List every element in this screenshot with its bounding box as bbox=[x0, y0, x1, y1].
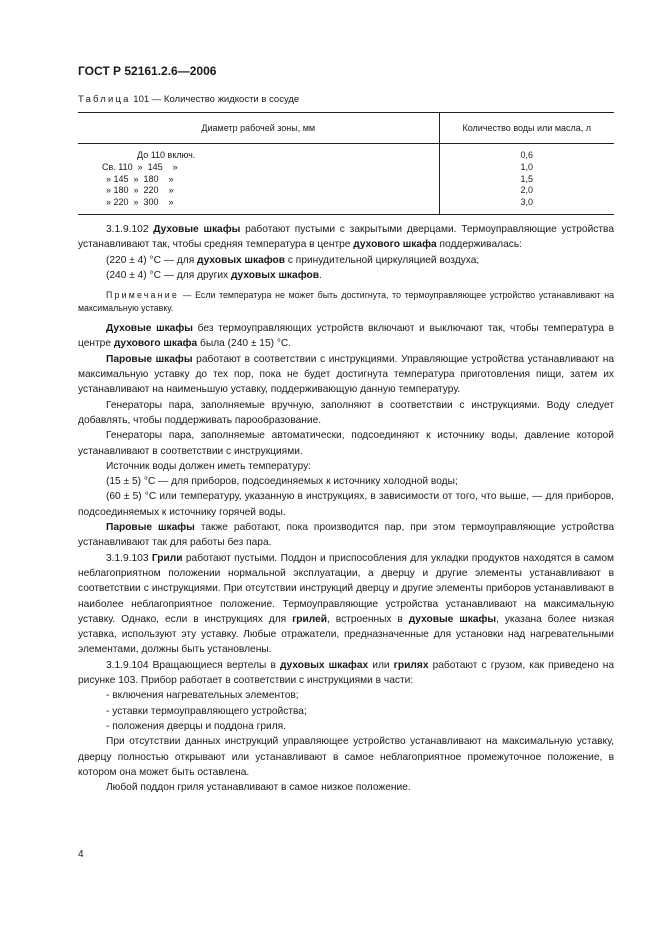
paragraph-auto-generators: Генераторы пара, заполняемые автоматически, подсоединяют к источнику воды, давление которой устанавливают в соответствии с инструкциями. bbox=[78, 430, 614, 457]
list-item: - положения дверцы и поддона гриля. bbox=[106, 720, 287, 732]
paragraph-3-1-9-104: 3.1.9.104 Вращающиеся вертелы в духовых шкафах или грилях работают с грузом, как приведено на рисунке 103. Прибор работает в соответствии с инструкциями в части: bbox=[78, 659, 614, 687]
quantity-value: 0,6 bbox=[520, 150, 534, 160]
table-caption-label: Таблица bbox=[78, 94, 131, 105]
paragraph-ovens-no-thermostat: Духовые шкафы без термоуправляющих устройств включают и выключают так, чтобы температура в центре духового шкафа была (240 ± 15) °С. bbox=[78, 323, 614, 350]
paragraph-steam-ovens: Паровые шкафы работают в соответствии с инструкциями. Управляющие устройства устанавливают на максимальную уставку до тех пор, пока не будет достигнута температура приготовления пищи, затем их устанавливают на наименьшую уставку, поддерживающую данную температуру. bbox=[78, 353, 614, 396]
quantity-cell bbox=[439, 144, 614, 215]
paragraph-3-1-9-103: 3.1.9.103 Грили работают пустыми. Поддон и приспособления для укладки продуктов находятся в самом неблагоприятном положении нормальной эксплуатации, а дверцу и другие элементы устанавливают в соответствии с инструкциями. При отсутствии инструкций дверцу и другие элементы приборов устанавливают в наиболее неблагоприятное положение. Термоуправляющие устройства устанавливают на максимальную уставку. Однако, если в инструкциях для грилей, встроенных в духовые шкафы, указана более низкая уставка, используют эту уставку. Любые отражатели, предназначенные для установки над нагревательными элементами, должны быть установлены. bbox=[78, 552, 614, 656]
paragraph-grill-pan: Любой поддон гриля устанавливают в самое низкое положение. bbox=[106, 782, 411, 794]
paragraph-hot-water: (60 ± 5) °С или температуру, указанную в инструкциях, в зависимости от того, что выше, — для приборов, подсоединяемых к источнику горячей воды. bbox=[78, 491, 614, 518]
paragraph-temp-other: (240 ± 4) °С — для других духовых шкафов. bbox=[106, 269, 322, 281]
column-header-quantity: Количество воды или масла, л bbox=[439, 113, 614, 144]
document-header: ГОСТ Р 52161.2.6—2006 bbox=[78, 64, 217, 78]
quantity-value: 3,0 bbox=[520, 197, 534, 208]
paragraph-no-instructions: При отсутствии данных инструкций управляющее устройство устанавливают на максимальную уставку, дверцу полностью открывают или устанавливают в самое неблагоприятное промежуточное положение, в котором она может быть оставлена. bbox=[78, 736, 614, 778]
paragraph-temp-forced: (220 ± 4) °С — для духовых шкафов с принудительной циркуляцией воздуха; bbox=[106, 254, 480, 266]
liquid-quantity-table bbox=[78, 112, 614, 215]
list-item: - уставки термоуправляющего устройства; bbox=[106, 705, 307, 717]
diameter-range: » 220 » 300 » bbox=[106, 197, 174, 208]
diameter-range: Св. 110 » 145 » bbox=[102, 161, 178, 172]
list-item: - включения нагревательных элементов; bbox=[106, 690, 299, 702]
page-number: 4 bbox=[78, 849, 84, 860]
quantity-value: 1,5 bbox=[520, 173, 534, 184]
diameter-range: » 145 » 180 » bbox=[106, 173, 174, 184]
paragraph-cold-water: (15 ± 5) °С — для приборов, подсоединяемых к источнику холодной воды; bbox=[106, 476, 458, 488]
table-caption bbox=[78, 94, 299, 105]
paragraph-manual-generators: Генераторы пара, заполняемые вручную, заполняют в соответствии с инструкциями. Воду следует добавлять, чтобы поддерживать парообразование. bbox=[78, 399, 614, 426]
paragraph-water-source: Источник воды должен иметь температуру: bbox=[106, 460, 311, 472]
paragraph-steam-ovens-operation: Паровые шкафы также работают, пока производится пар, при этом термоуправляющие устройства устанавливают так для работы без пара. bbox=[78, 522, 614, 549]
table-row bbox=[78, 144, 614, 215]
quantity-value: 1,0 bbox=[520, 161, 534, 172]
diameter-range: До 110 включ. bbox=[137, 150, 196, 160]
body-text bbox=[78, 222, 614, 795]
table-header-row bbox=[78, 113, 614, 144]
table-caption-text: 101 — Количество жидкости в сосуде bbox=[130, 94, 300, 105]
diameter-range: » 180 » 220 » bbox=[106, 185, 174, 196]
paragraph-3-1-9-102: 3.1.9.102 Духовые шкафы работают пустыми с закрытыми дверцами. Термоуправляющие устройства устанавливают так, чтобы средняя температура в центре духового шкафа поддерживалась: bbox=[78, 224, 614, 251]
column-header-diameter: Диаметр рабочей зоны, мм bbox=[78, 113, 439, 144]
quantity-value: 2,0 bbox=[520, 185, 534, 196]
diameter-cell bbox=[78, 144, 439, 215]
note: Примечание — Если температура не может быть достигнута, то термоуправляющее устройство устанавливают на максимальную уставку. bbox=[78, 290, 614, 314]
